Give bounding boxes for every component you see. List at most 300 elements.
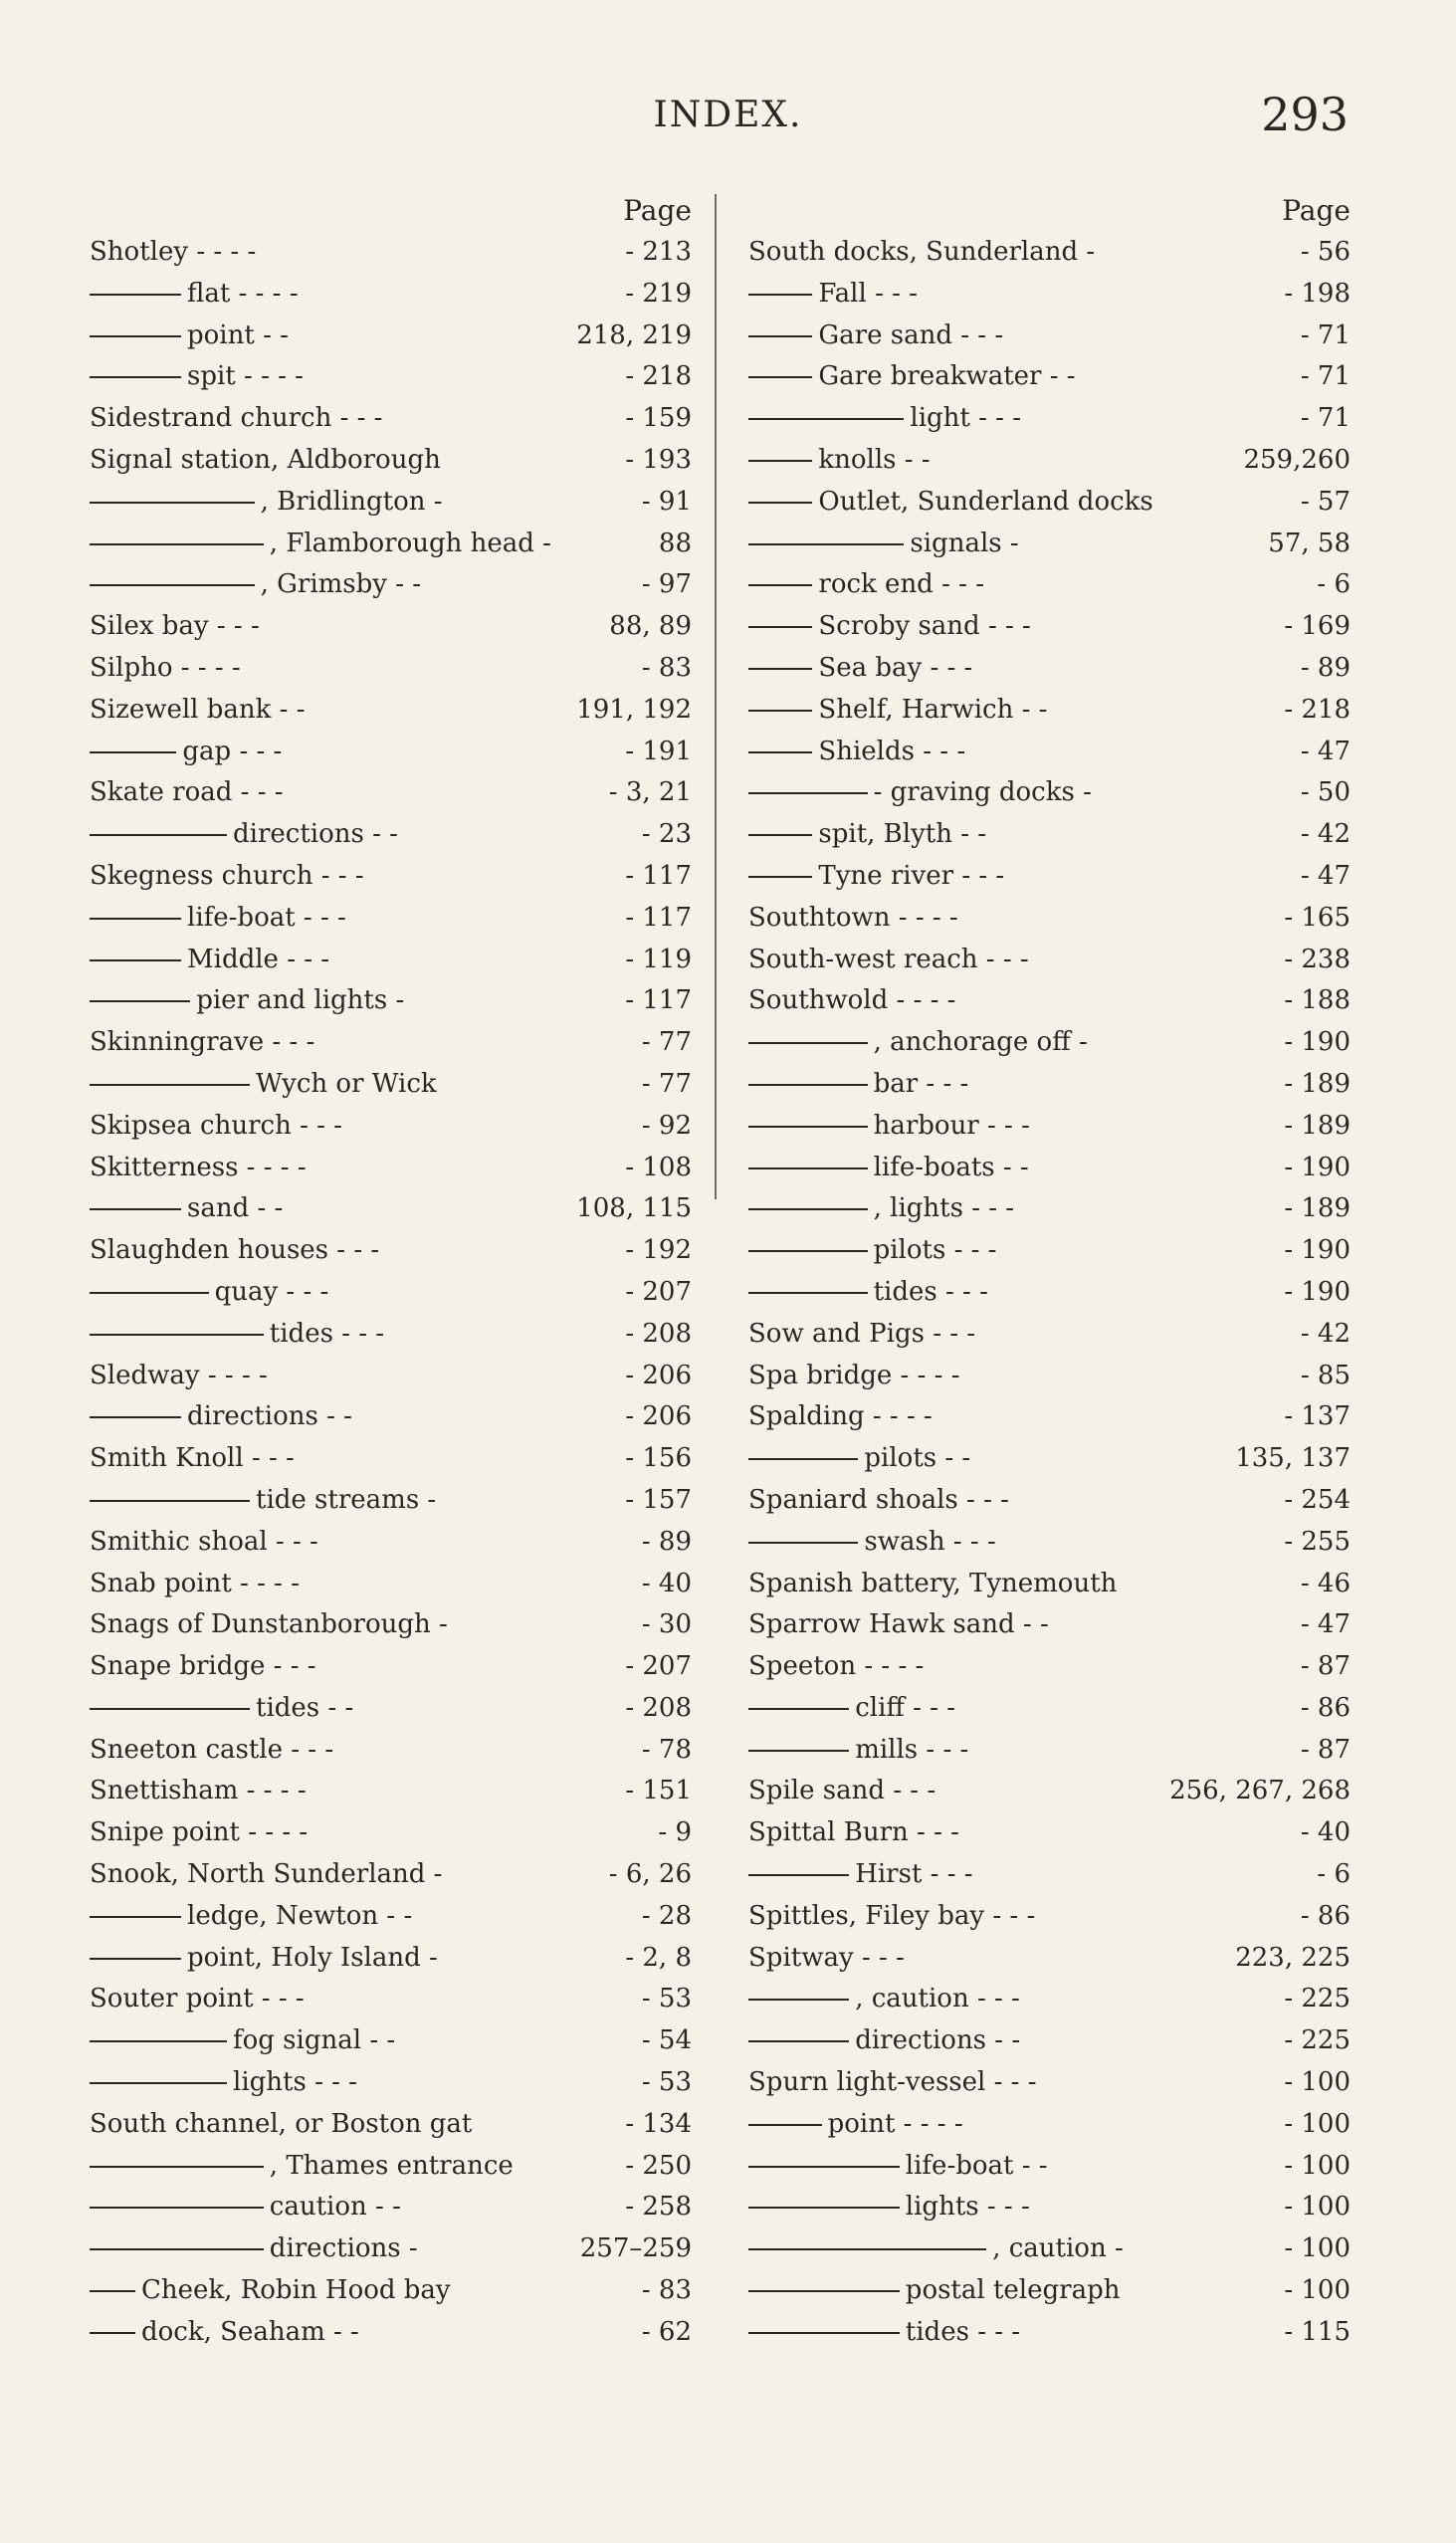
ditto-dash xyxy=(748,294,812,296)
ditto-dash xyxy=(748,2332,900,2334)
entry-text: Silpho - - - - xyxy=(90,652,241,683)
entry-page-ref: - 190 xyxy=(1284,1235,1351,1266)
index-entry xyxy=(748,1896,1355,1938)
index-entry xyxy=(748,398,1355,440)
entry-page-ref: 191, 192 xyxy=(576,694,692,725)
entry-text: tides - - - xyxy=(905,2316,1021,2347)
entry-text: Speeton - - - - xyxy=(748,1651,925,1682)
entry-text: point, Holy Island - xyxy=(187,1942,438,1973)
ditto-dash xyxy=(748,1750,849,1752)
entry-page-ref: - 117 xyxy=(625,860,692,891)
index-entry xyxy=(90,1646,697,1688)
entry-text: , caution - xyxy=(992,2233,1124,2264)
entry-text: Outlet, Sunderland docks xyxy=(818,486,1153,517)
entry-text: Sparrow Hawk sand - - xyxy=(748,1609,1049,1640)
entry-page-ref: - 42 xyxy=(1300,1318,1351,1349)
entry-text: , Flamborough head - xyxy=(269,528,551,558)
ditto-dash xyxy=(748,1292,868,1294)
index-entry xyxy=(748,1230,1355,1272)
ditto-dash xyxy=(90,502,255,504)
ditto-dash xyxy=(748,460,812,462)
index-entry xyxy=(748,1480,1355,1522)
entry-page-ref: - 255 xyxy=(1284,1526,1351,1557)
entry-page-ref: - 192 xyxy=(625,1235,692,1266)
entry-text: Snab point - - - - xyxy=(90,1568,300,1598)
ditto-dash xyxy=(90,1292,209,1294)
index-entry xyxy=(90,1064,697,1106)
index-entry xyxy=(748,1314,1355,1356)
ditto-dash xyxy=(90,543,264,545)
index-entry xyxy=(748,2104,1355,2146)
entry-text: Spittal Burn - - - xyxy=(748,1817,959,1848)
ditto-dash xyxy=(748,2040,849,2042)
ditto-dash xyxy=(748,751,812,753)
entry-page-ref: - 218 xyxy=(1284,694,1351,725)
index-entry xyxy=(748,356,1355,398)
index-entry xyxy=(90,732,697,773)
entry-page-ref: - 3, 21 xyxy=(608,777,692,808)
index-entry xyxy=(90,2146,697,2188)
entry-text: directions - - xyxy=(233,819,398,850)
entry-text: pier and lights - xyxy=(196,985,405,1016)
column-divider xyxy=(715,194,717,1199)
index-entry xyxy=(90,232,697,274)
entry-text: Cheek, Robin Hood bay xyxy=(141,2275,451,2306)
entry-text: Sizewell bank - - xyxy=(90,694,306,725)
entry-text: Spaniard shoals - - - xyxy=(748,1484,1009,1515)
index-entry xyxy=(90,1896,697,1938)
ditto-dash xyxy=(90,918,181,920)
index-entry xyxy=(90,814,697,856)
index-entry xyxy=(90,440,697,482)
index-entry xyxy=(90,2312,697,2354)
index-entry xyxy=(90,2020,697,2062)
ditto-dash xyxy=(90,2207,264,2209)
entry-text: Smith Knoll - - - xyxy=(90,1443,295,1474)
entry-page-ref: - 28 xyxy=(641,1900,692,1931)
ditto-dash xyxy=(748,2248,986,2250)
ditto-dash xyxy=(748,1708,849,1710)
ditto-dash xyxy=(748,1042,868,1044)
entry-page-ref: - 238 xyxy=(1284,944,1351,974)
index-entry xyxy=(90,1106,697,1148)
right-entry-list xyxy=(748,232,1355,2354)
ditto-dash xyxy=(748,626,812,628)
entry-text: cliff - - - xyxy=(855,1692,956,1723)
ditto-dash xyxy=(748,1458,858,1460)
index-entry xyxy=(748,1148,1355,1189)
entry-text: Signal station, Aldborough xyxy=(90,444,441,475)
entry-page-ref: - 57 xyxy=(1300,486,1351,517)
index-entry xyxy=(90,2270,697,2312)
ditto-dash xyxy=(748,2207,900,2209)
entry-page-ref: - 159 xyxy=(625,403,692,434)
ditto-dash xyxy=(748,2166,900,2168)
ditto-dash xyxy=(748,668,812,670)
entry-page-ref: - 46 xyxy=(1300,1568,1351,1598)
index-entry xyxy=(748,2270,1355,2312)
entry-text: South channel, or Boston gat xyxy=(90,2108,473,2139)
entry-text: South docks, Sunderland - xyxy=(748,237,1096,267)
entry-text: knolls - - xyxy=(818,444,931,475)
index-entry xyxy=(748,1522,1355,1564)
entry-text: harbour - - - xyxy=(873,1110,1030,1141)
entry-text: lights - - - xyxy=(233,2067,357,2098)
ditto-dash xyxy=(748,335,812,337)
entry-page-ref: - 134 xyxy=(625,2108,692,2139)
index-entry xyxy=(90,1854,697,1896)
entry-text: Scroby sand - - - xyxy=(818,611,1031,642)
entry-text: tide streams - xyxy=(256,1484,437,1515)
ditto-dash xyxy=(748,418,904,420)
entry-text: Snags of Dunstanborough - xyxy=(90,1609,448,1640)
index-entry xyxy=(748,1688,1355,1730)
index-entry xyxy=(90,1771,697,1812)
entry-page-ref: - 193 xyxy=(625,444,692,475)
entry-text: , Bridlington - xyxy=(260,486,443,517)
entry-text: point - - - - xyxy=(827,2108,963,2139)
ditto-dash xyxy=(748,376,812,378)
index-entry xyxy=(748,732,1355,773)
index-entry xyxy=(90,564,697,606)
entry-page-ref: - 117 xyxy=(625,985,692,1016)
entry-page-ref: - 86 xyxy=(1300,1692,1351,1723)
entry-text: lights - - - xyxy=(905,2192,1030,2223)
index-entry xyxy=(748,2146,1355,2188)
entry-page-ref: - 71 xyxy=(1300,361,1351,392)
entry-text: Silex bay - - - xyxy=(90,611,260,642)
index-entry xyxy=(90,1148,697,1189)
index-entry xyxy=(748,940,1355,981)
index-entry xyxy=(90,1604,697,1646)
ditto-dash xyxy=(90,2290,135,2292)
entry-page-ref: - 89 xyxy=(1300,652,1351,683)
entry-page-ref: - 190 xyxy=(1284,1276,1351,1307)
entry-text: Gare breakwater - - xyxy=(818,361,1076,392)
entry-text: Sledway - - - - xyxy=(90,1360,268,1390)
entry-page-ref: - 47 xyxy=(1300,736,1351,766)
entry-page-ref: - 208 xyxy=(625,1692,692,1723)
index-entry xyxy=(90,1938,697,1980)
ditto-dash xyxy=(748,792,868,794)
ditto-dash xyxy=(748,502,812,504)
entry-text: Skinningrave - - - xyxy=(90,1027,315,1058)
ditto-dash xyxy=(748,1126,868,1128)
entry-page-ref: 257–259 xyxy=(579,2233,692,2264)
index-entry xyxy=(748,2228,1355,2270)
entry-page-ref: - 225 xyxy=(1284,2025,1351,2056)
entry-text: , Grimsby - - xyxy=(260,569,422,600)
ditto-dash xyxy=(90,2248,264,2250)
entry-page-ref: - 97 xyxy=(641,569,692,600)
entry-page-ref: - 100 xyxy=(1284,2275,1351,2306)
ditto-dash xyxy=(90,1000,190,1002)
entry-page-ref: - 85 xyxy=(1300,1360,1351,1390)
entry-page-ref: - 207 xyxy=(625,1651,692,1682)
index-entry xyxy=(748,1979,1355,2020)
entry-page-ref: - 86 xyxy=(1300,1900,1351,1931)
entry-text: Spalding - - - - xyxy=(748,1401,933,1432)
entry-page-ref: - 71 xyxy=(1300,403,1351,434)
entry-page-ref: - 23 xyxy=(641,819,692,850)
index-entry xyxy=(748,2020,1355,2062)
ditto-dash xyxy=(90,294,181,296)
ditto-dash xyxy=(748,1999,849,2001)
entry-page-ref: - 78 xyxy=(641,1734,692,1765)
entry-text: spit - - - - xyxy=(187,361,304,392)
entry-page-ref: - 254 xyxy=(1284,1484,1351,1515)
index-entry xyxy=(90,356,697,398)
entry-page-ref: 259,260 xyxy=(1243,444,1351,475)
entry-page-ref: - 100 xyxy=(1284,2067,1351,2098)
entry-text: Shields - - - xyxy=(818,736,966,766)
entry-page-ref: - 219 xyxy=(625,278,692,309)
ditto-dash xyxy=(90,959,181,961)
entry-page-ref: 218, 219 xyxy=(576,319,692,350)
entry-text: Spitway - - - xyxy=(748,1942,905,1973)
ditto-dash xyxy=(748,1167,868,1169)
entry-text: Gare sand - - - xyxy=(818,319,1004,350)
index-entry xyxy=(748,1022,1355,1064)
ditto-dash xyxy=(748,2124,822,2126)
index-entry xyxy=(90,316,697,357)
entry-text: - graving docks - xyxy=(873,777,1092,808)
index-entry xyxy=(748,772,1355,814)
entry-text: rock end - - - xyxy=(818,569,984,600)
entry-page-ref: - 190 xyxy=(1284,1152,1351,1182)
index-entry xyxy=(90,1730,697,1772)
entry-page-ref: - 189 xyxy=(1284,1193,1351,1224)
entry-text: Wych or Wick xyxy=(256,1068,437,1099)
entry-text: ledge, Newton - - xyxy=(187,1900,413,1931)
entry-page-ref: - 92 xyxy=(641,1110,692,1141)
entry-text: Souter point - - - xyxy=(90,1984,305,2014)
entry-text: , caution - - - xyxy=(855,1984,1020,2014)
entry-text: , lights - - - xyxy=(873,1193,1015,1224)
entry-page-ref: - 188 xyxy=(1284,985,1351,1016)
ditto-dash xyxy=(90,2166,264,2168)
entry-page-ref: - 207 xyxy=(625,1276,692,1307)
entry-text: Snettisham - - - - xyxy=(90,1776,307,1806)
entry-page-ref: - 87 xyxy=(1300,1734,1351,1765)
entry-page-ref: - 9 xyxy=(658,1817,692,1848)
ditto-dash xyxy=(748,1084,868,1086)
entry-page-ref: 88 xyxy=(658,528,692,558)
entry-text: mills - - - xyxy=(855,1734,969,1765)
index-entry xyxy=(90,1688,697,1730)
index-entry xyxy=(748,1730,1355,1772)
entry-text: tides - - - xyxy=(269,1318,385,1349)
entry-page-ref: 88, 89 xyxy=(609,611,692,642)
index-entry xyxy=(748,1064,1355,1106)
entry-text: Snipe point - - - - xyxy=(90,1817,309,1848)
entry-text: Snape bridge - - - xyxy=(90,1651,316,1682)
entry-page-ref: 223, 225 xyxy=(1235,1942,1351,1973)
ditto-dash xyxy=(90,751,176,753)
entry-text: directions - xyxy=(269,2233,418,2264)
entry-page-ref: - 62 xyxy=(641,2316,692,2347)
index-entry xyxy=(90,1812,697,1854)
page-title: INDEX. xyxy=(653,95,803,135)
index-entry xyxy=(748,482,1355,524)
index-entry xyxy=(748,648,1355,690)
index-entry xyxy=(748,1771,1355,1812)
index-entry xyxy=(90,1438,697,1480)
index-entry xyxy=(748,898,1355,940)
entry-text: directions - - xyxy=(187,1401,352,1432)
page-label: Page xyxy=(623,194,692,227)
index-entry xyxy=(748,1272,1355,1314)
page-label: Page xyxy=(1282,194,1351,227)
entry-page-ref: - 56 xyxy=(1300,237,1351,267)
index-entry xyxy=(90,1022,697,1064)
entry-text: caution - - xyxy=(269,2192,401,2223)
entry-page-ref: - 6 xyxy=(1317,1859,1351,1890)
index-entry xyxy=(90,772,697,814)
entry-page-ref: - 156 xyxy=(625,1443,692,1474)
entry-text: Snook, North Sunderland - xyxy=(90,1859,443,1890)
ditto-dash xyxy=(90,376,181,378)
index-entry xyxy=(90,648,697,690)
entry-text: life-boat - - xyxy=(905,2150,1048,2181)
entry-page-ref: - 6 xyxy=(1317,569,1351,600)
index-entry xyxy=(748,1396,1355,1438)
index-entry xyxy=(748,1438,1355,1480)
index-entry xyxy=(748,564,1355,606)
entry-text: Spile sand - - - xyxy=(748,1776,936,1806)
index-entry xyxy=(748,1854,1355,1896)
entry-text: gap - - - xyxy=(182,736,283,766)
ditto-dash xyxy=(748,710,812,712)
entry-text: Skegness church - - - xyxy=(90,860,364,891)
ditto-dash xyxy=(90,2082,227,2084)
left-column-header xyxy=(90,194,697,232)
entry-text: Middle - - - xyxy=(187,944,330,974)
index-entry xyxy=(90,898,697,940)
entry-page-ref: 108, 115 xyxy=(576,1193,692,1224)
index-entry xyxy=(90,690,697,732)
entry-page-ref: - 83 xyxy=(641,652,692,683)
index-entry xyxy=(748,316,1355,357)
index-entry xyxy=(748,2187,1355,2228)
entry-page-ref: - 225 xyxy=(1284,1984,1351,2014)
entry-text: Smithic shoal - - - xyxy=(90,1526,318,1557)
ditto-dash xyxy=(90,1500,250,1502)
ditto-dash xyxy=(90,2040,227,2042)
entry-text: Hirst - - - xyxy=(855,1859,973,1890)
entry-text: Skitterness - - - - xyxy=(90,1152,307,1182)
entry-page-ref: - 100 xyxy=(1284,2108,1351,2139)
entry-page-ref: - 115 xyxy=(1284,2316,1351,2347)
index-entry xyxy=(90,274,697,316)
index-entry xyxy=(748,980,1355,1022)
ditto-dash xyxy=(748,584,812,586)
entry-page-ref: - 83 xyxy=(641,2275,692,2306)
index-entry xyxy=(90,482,697,524)
entry-page-ref: - 218 xyxy=(625,361,692,392)
entry-text: pilots - - - xyxy=(873,1235,997,1266)
entry-page-ref: - 30 xyxy=(641,1609,692,1640)
entry-page-ref: - 151 xyxy=(625,1776,692,1806)
entry-page-ref: - 53 xyxy=(641,1984,692,2014)
index-entry xyxy=(748,1106,1355,1148)
entry-text: bar - - - xyxy=(873,1068,969,1099)
index-entry xyxy=(90,1314,697,1356)
entry-text: point - - xyxy=(187,319,289,350)
ditto-dash xyxy=(90,1708,250,1710)
entry-page-ref: - 40 xyxy=(641,1568,692,1598)
entry-text: Sidestrand church - - - xyxy=(90,403,383,434)
entry-text: light - - - xyxy=(910,403,1022,434)
entry-text: tides - - - xyxy=(873,1276,988,1307)
entry-page-ref: - 117 xyxy=(625,902,692,933)
ditto-dash xyxy=(748,543,904,545)
index-entry xyxy=(90,2187,697,2228)
entry-text: life-boat - - - xyxy=(187,902,346,933)
index-entry xyxy=(90,1522,697,1564)
index-entry xyxy=(748,232,1355,274)
entry-page-ref: 135, 137 xyxy=(1235,1443,1351,1474)
ditto-dash xyxy=(748,834,812,836)
index-entry xyxy=(90,1979,697,2020)
entry-page-ref: - 190 xyxy=(1284,1027,1351,1058)
ditto-dash xyxy=(90,1958,181,1960)
ditto-dash xyxy=(90,1084,250,1086)
entry-text: directions - - xyxy=(855,2025,1021,2056)
ditto-dash xyxy=(748,1542,858,1544)
entry-text: Skate road - - - xyxy=(90,777,284,808)
index-entry xyxy=(748,1812,1355,1854)
entry-page-ref: - 206 xyxy=(625,1401,692,1432)
entry-page-ref: - 53 xyxy=(641,2067,692,2098)
ditto-dash xyxy=(748,876,812,878)
index-entry xyxy=(748,814,1355,856)
entry-page-ref: - 206 xyxy=(625,1360,692,1390)
entry-text: , Thames entrance xyxy=(269,2150,514,2181)
entry-text: Tyne river - - - xyxy=(818,860,1005,891)
index-entry xyxy=(748,440,1355,482)
entry-text: quay - - - xyxy=(214,1276,329,1307)
index-entry xyxy=(90,1396,697,1438)
index-entry xyxy=(90,1230,697,1272)
entry-page-ref: 57, 58 xyxy=(1268,528,1351,558)
entry-text: dock, Seaham - - xyxy=(141,2316,359,2347)
entry-page-ref: - 100 xyxy=(1284,2150,1351,2181)
entry-page-ref: - 119 xyxy=(625,944,692,974)
index-entry xyxy=(90,940,697,981)
entry-text: Southtown - - - - xyxy=(748,902,958,933)
entry-text: pilots - - xyxy=(864,1443,971,1474)
ditto-dash xyxy=(90,1916,181,1918)
entry-page-ref: - 87 xyxy=(1300,1651,1351,1682)
index-entry xyxy=(90,980,697,1022)
entry-text: Spurn light-vessel - - - xyxy=(748,2067,1037,2098)
ditto-dash xyxy=(90,2332,135,2334)
ditto-dash xyxy=(90,1416,181,1418)
index-entry xyxy=(748,1356,1355,1397)
entry-text: Slaughden houses - - - xyxy=(90,1235,380,1266)
index-entry xyxy=(748,1188,1355,1230)
entry-page-ref: - 89 xyxy=(641,1526,692,1557)
index-entry xyxy=(90,2228,697,2270)
entry-page-ref: - 191 xyxy=(625,736,692,766)
index-entry xyxy=(748,1604,1355,1646)
index-entry xyxy=(90,2062,697,2104)
index-entry xyxy=(748,856,1355,898)
entry-text: Southwold - - - - xyxy=(748,985,956,1016)
index-entry xyxy=(748,1938,1355,1980)
left-entry-list xyxy=(90,232,697,2354)
